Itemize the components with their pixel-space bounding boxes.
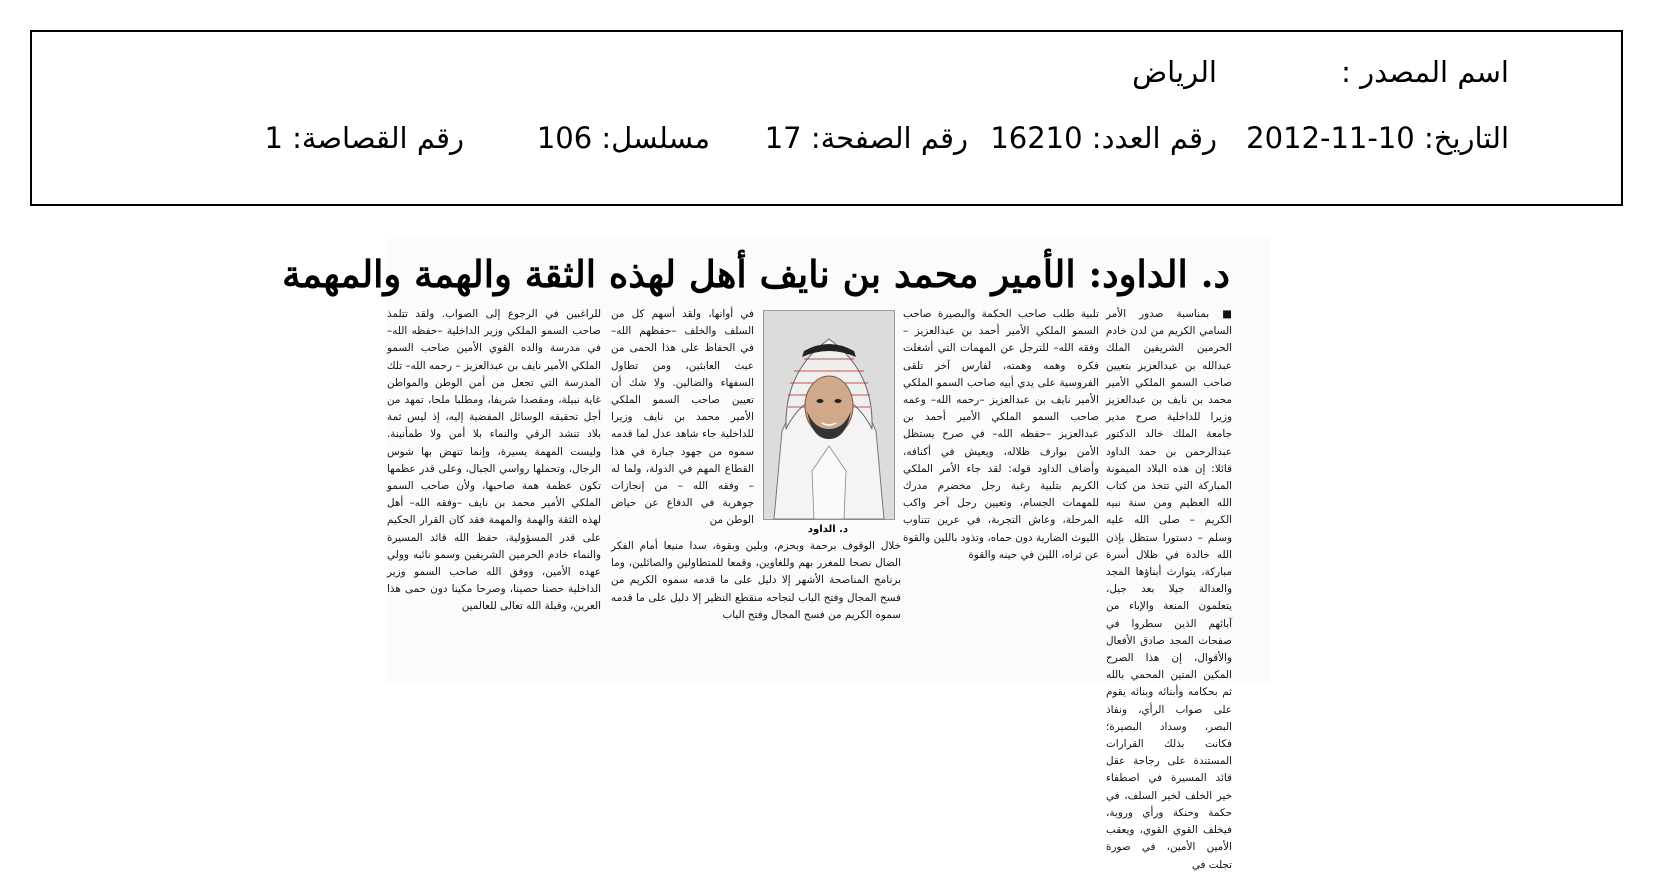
issue-number: رقم العدد: 16210 — [990, 121, 1217, 155]
photo-caption: د. الداود — [807, 524, 849, 535]
article-column-3-top — [611, 306, 754, 534]
source-value: الرياض — [1132, 55, 1217, 89]
page-number: رقم الصفحة: 17 — [764, 121, 968, 155]
newspaper-clipping — [282, 238, 1270, 871]
article-column-1 — [1106, 306, 1232, 871]
source-label: اسم المصدر : — [1341, 55, 1509, 89]
column-4-text: للراغبين في الرجوع إلى الصواب. ولقد تتلمذ صاحب السمو الملكي وزير الداخلية –حفظه الله– في مدرسة والده القوي الأمين صاحب السمو الملكي الأمير نايف بن عبدالعزيز – رحمه الله– تلك المدرسة التي تجعل من أمن الوطن والمواطن غاية نبيلة، ومقصدا شريفا، ومطلبا ملحا، تمهد من أجل تحقيقه الوسائل المفضية إليه، إذ ليس ثمة بلاد تنشد الرقي والنماء بلا أمن ولا طمأنينة. وليست المهمة يسيرة، وإنما تنهض بها شوس الرجال، وتحملها رواسي الجبال، وعلى قدر عظمها تكون عظمة همة صاحبها، ولأن صاحب السمو الملكي الأمير محمد بن نايف –وفقه الله– أهل لهذه الثقة والهمة والمهمة فقد كان القرار الحكيم على قدر المسؤولية، حفظ الله قائد المسيرة والنماء خادم الحرمين الشريفين وسمو نائبه وولي عهده الأمين، ووفق الله صاحب السمو وزير الداخلية حصنا حصينا، وصرحا مكينا دون حمى هذا العرين، وقبلة الله تعالى للعالمين — [387, 308, 601, 613]
article-column-4 — [387, 306, 601, 683]
column-2-text: تلبية طلب صاحب الحكمة والبصيرة صاحب السمو الملكي الأمير أحمد بن عبدالعزيز –وفقه الله– للترجل عن المهمات التي أشغلت فكره وهمه وهمته، لفارس آخر تلقى الفروسية على يدي أبيه صاحب السمو الملكي الأمير نايف بن عبدالعزيز –رحمه الله– وعمه صاحب السمو الملكي الأمير أحمد بن عبدالعزيز –حفظه الله– في صرح يستظل الأمن بوارف ظلاله، ويعيش في أكنافه، وأضاف الداود قوله: لقد جاء الأمر الملكي الكريم بتلبية رغبة رجل مخضرم مدرك للمهمات الجسام، وتعيين رجل آخر واكب المرحلة، وعاش التجربة، في عرين تتناوب الليوث الضارية دون حماه، وتذود باللين والقوة عن ثراه، اللين في حينه والقوة — [903, 308, 1099, 561]
date-field: التاريخ: 10-11-2012 — [1246, 121, 1509, 155]
serial-number: مسلسل: 106 — [536, 121, 710, 155]
portrait-illustration — [764, 311, 894, 519]
column-3-top-text: في أوانها، ولقد أسهم كل من السلف والخلف –حفظهم الله– في الحفاظ على هذا الحمى من عبث العابثين، ومن تطاول السفهاء والضالين. ولا شك أن تعيين صاحب السمو الملكي الأمير محمد بن نايف وزيرا للداخلية جاء شاهد عدل لما قدمه سموه من جهود جبارة في هذا القطاع المهم في الدولة، ولما له – وفقه الله – من إنجازات جوهرية في الدفاع عن حياض الوطن من — [611, 308, 754, 527]
clipping-header — [30, 30, 1623, 206]
article-headline: د. الداود: الأمير محمد بن نايف أهل لهذه الثقة والهمة والمهمة — [282, 252, 1230, 296]
column-1-text: ■ بمناسبة صدور الأمر السامي الكريم من لدن خادم الحرمين الشريفين الملك عبدالله بن عبدالعزيز بتعيين صاحب السمو الملكي الأمير محمد بن نايف بن عبدالعزيز وزيرا للداخلية صرح مدير جامعة الملك خالد الدكتور عبدالرحمن بن حمد الداود قائلا: إن هذه البلاد الميمونة المباركة التي تتخذ من كتاب الله العظيم ومن سنة نبيه الكريم – صلى الله عليه وسلم – دستورا ستظل بإذن الله خالدة في ظلال أسرة مباركة، يتوارث أبناؤها المجد والعدالة جيلا بعد جيل، يتعلمون المنعة والإباء من آبائهم الذين سطروا في صفحات المجد صادق الأفعال والأقوال، إن هذا الصرح المكين المتين المحمي بالله ثم بحكامه وأبنائه وبنائه يقوم على صواب الرأي، ونفاذ البصر، وسداد البصيرة؛ فكانت بذلك القرارات المستندة على رجاحة عقل قائد المسيرة في اصطفاء خير الخلف لخير السلف، في حكمة وحنكة ورأي وروية، فيخلف القوي القوي، ويعقب الأمين الأمين، في صورة تجلت في — [1106, 308, 1232, 871]
column-3-bottom-text: خلال الوقوف برحمة وبحزم، وبلين وبقوة، سدا منيعا أمام الفكر الضال نصحا للمغرر بهم وللغاوين، وقمعا للمتطاولين والصائلين، وما برنامج المناصحة الأشهر إلا دليل على ما قدمه سموه الكريم من فسح المجال وفتح الباب لنجاحه منقطع النظير إلا دليل على ما قدمه سموه الكريم من فسح المجال وفتح الباب — [611, 540, 901, 621]
portrait-photo — [763, 310, 895, 520]
article-column-2 — [903, 306, 1099, 683]
article-column-3-bottom — [611, 538, 901, 683]
clip-number: رقم القصاصة: 1 — [264, 121, 464, 155]
